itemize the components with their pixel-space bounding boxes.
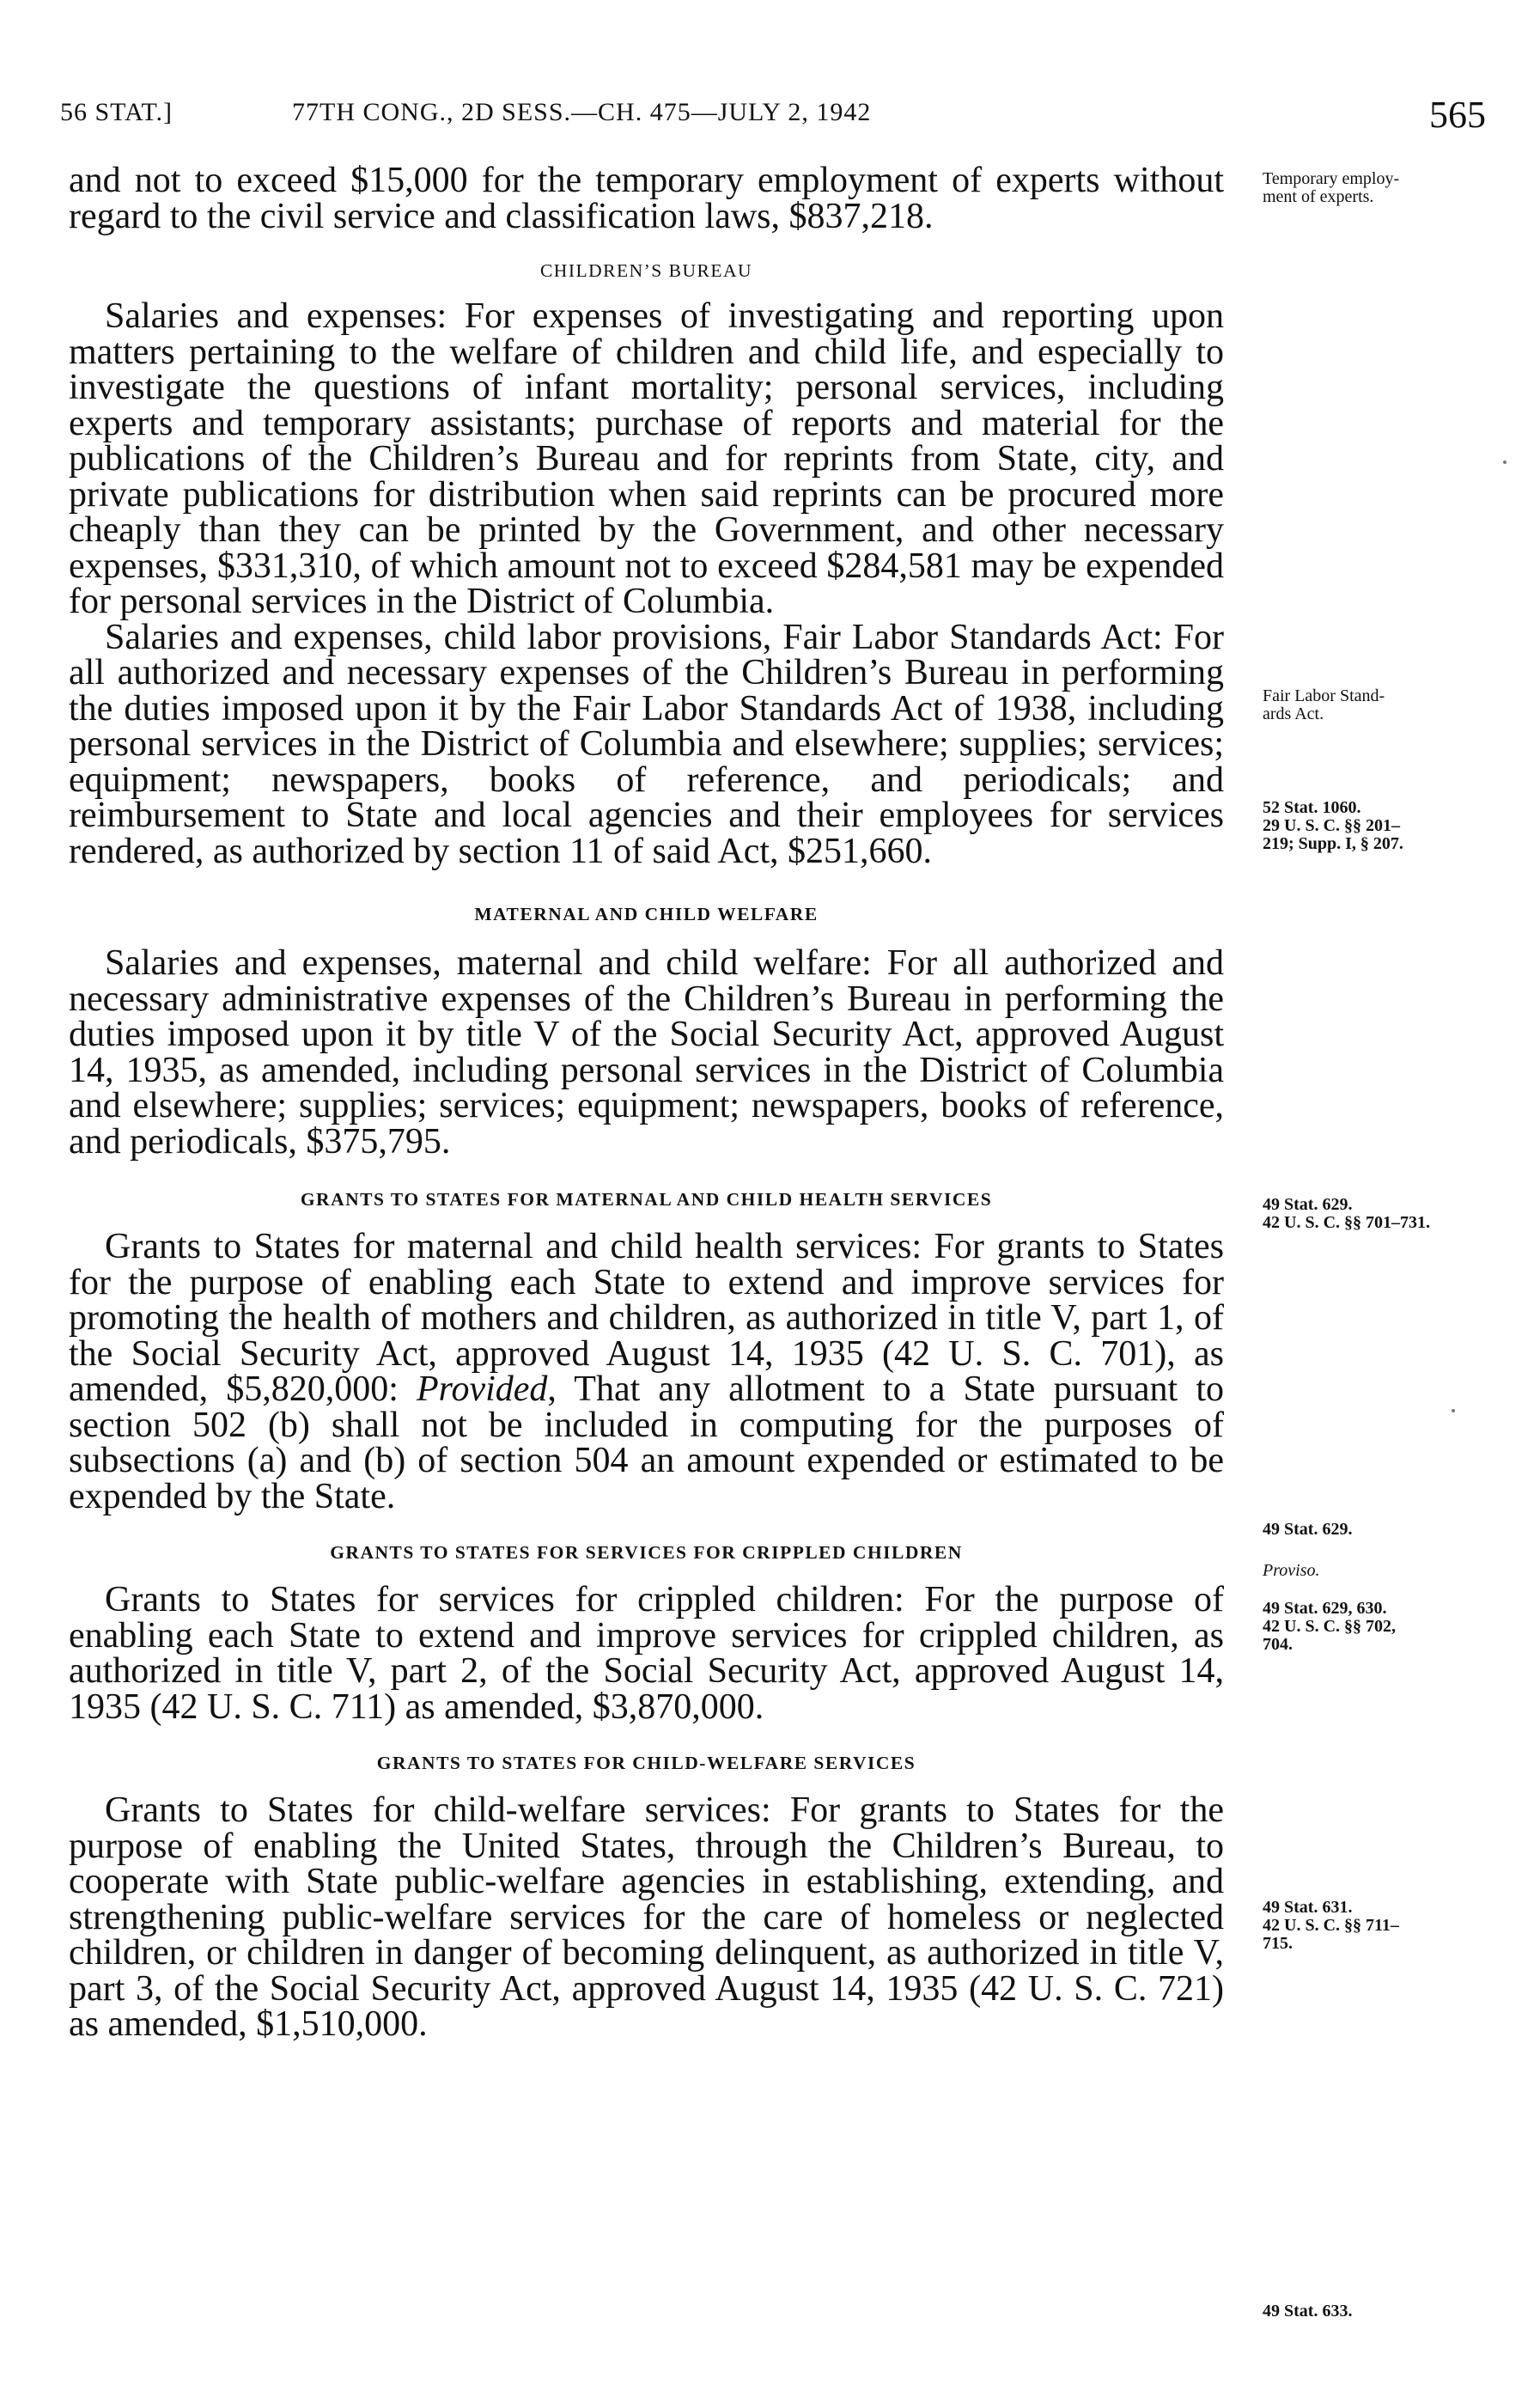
proviso-word: Provided: [417, 1369, 548, 1409]
margin-note-statute-citation: 49 Stat. 629. 42 U. S. C. §§ 701–731.: [1263, 1195, 1431, 1232]
paragraph-temporary-experts: and not to exceed $15,000 for the temporary employment of experts without regard to the civil service and classification laws, $837,218.: [69, 161, 1224, 236]
congress-session-chapter-date: 77TH CONG., 2D SESS.—CH. 475—JULY 2, 1942: [292, 98, 872, 126]
section-heading-crippled-children-grants: GRANTS TO STATES FOR SERVICES FOR CRIPPLED CHILDREN: [330, 1542, 963, 1563]
margin-note-proviso: Proviso.: [1263, 1561, 1320, 1580]
statute-volume: 56 STAT.]: [60, 98, 173, 126]
grants-text-part-b: , That any allotment to a State pursuant to section 502 (b) shall not be included in computing for the purposes of subsections (a) and (b) of section 504 an amount expended or estimated to be expended by the State.: [69, 1369, 1224, 1516]
section-heading-maternal-child-welfare: MATERNAL AND CHILD WELFARE: [474, 904, 819, 924]
paragraph-child-labor-provisions: Salaries and expenses, child labor provisions, Fair Labor Standards Act: For all authorized and necessary expenses of the Children’s Bureau in performing the duties imposed upon it by the Fair Labor Standards Act of 1938, including personal services in the District of Columbia and elsewhere; supplies; services; equipment; newspapers, books of reference, and periodicals; and reimbursement to State and local agencies and their employees for services rendered, as authorized by section 11 of said Act, $251,660.: [69, 617, 1224, 871]
print-speck: [1503, 460, 1507, 464]
margin-note-statute-citation: 49 Stat. 633.: [1263, 2302, 1353, 2321]
section-heading-childrens-bureau: CHILDREN’S BUREAU: [539, 260, 753, 281]
print-speck: [1452, 1409, 1455, 1412]
paragraph-maternal-child-welfare: Salaries and expenses, maternal and child welfare: For all authorized and necessary administrative expenses of the Children’s Bureau in performing the duties imposed upon it by title V of the Social Security Act, approved August 14, 1935, as amended, including personal services in the District of Columbia and elsewhere; supplies; services; equipment; newspapers, books of reference, and periodicals, $375,795.: [69, 943, 1224, 1162]
running-head: [60, 93, 1486, 144]
page-number: 565: [1429, 94, 1486, 136]
grants-text-part-a: Grants to States for maternal and child health services: For grants to States for the purpose of enabling each State to extend and improve services for promoting the health of mothers and children, as authorized in title V, part 1, of the Social Security Act, approved August 14, 1935 (42 U. S. C. 701), as amended, $5,820,000:: [69, 1227, 1224, 1409]
margin-note-fair-labor-standards-act: Fair Labor Stand- ards Act.: [1263, 686, 1385, 723]
margin-note-statute-citation: 49 Stat. 631. 42 U. S. C. §§ 711– 715.: [1263, 1898, 1399, 1953]
main-text-column: [69, 163, 1224, 2043]
paragraph-maternal-child-health-grants: [69, 1229, 1224, 1515]
margin-note-temporary-employment: Temporary employ- ment of experts.: [1263, 169, 1400, 206]
paragraph-crippled-children-grants: Grants to States for services for crippled children: For the purpose of enabling each State to extend and improve services for crippled children, as authorized in title V, part 2, of the Social Security Act, approved August 14, 1935 (42 U. S. C. 711) as amended, $3,870,000.: [69, 1580, 1224, 1727]
margin-note-statute-citation: 49 Stat. 629.: [1263, 1520, 1353, 1539]
margin-note-statute-citation: 49 Stat. 629, 630. 42 U. S. C. §§ 702, 704.: [1263, 1599, 1397, 1654]
section-heading-maternal-child-health-grants: GRANTS TO STATES FOR MATERNAL AND CHILD HEALTH SERVICES: [300, 1189, 993, 1210]
section-heading-child-welfare-grants: GRANTS TO STATES FOR CHILD-WELFARE SERVICES: [376, 1753, 916, 1773]
paragraph-child-welfare-grants: Grants to States for child-welfare services: For grants to States for the purpose of enabling the United States, through the Children’s Bureau, to cooperate with State public-welfare agencies in establishing, extending, and strengthening public-welfare services for the care of homeless or neglected children, or children in danger of becoming delinquent, as authorized in title V, part 3, of the Social Security Act, approved August 14, 1935 (42 U. S. C. 721) as amended, $1,510,000.: [69, 1790, 1224, 2044]
margin-note-statute-citation: 52 Stat. 1060. 29 U. S. C. §§ 201– 219; Supp. I, § 207.: [1263, 798, 1403, 853]
paragraph-salaries-expenses-childrens-bureau: Salaries and expenses: For expenses of investigating and reporting upon matters pertaining to the welfare of children and child life, and especially to investigate the questions of infant mortality; personal services, including experts and temporary assistants; purchase of reports and material for the publications of the Children’s Bureau and for reprints from State, city, and private publications for distribution when said reprints can be procured more cheaply than they can be printed by the Government, and other necessary expenses, $331,310, of which amount not to exceed $284,581 may be expended for personal services in the District of Columbia.: [69, 296, 1224, 621]
